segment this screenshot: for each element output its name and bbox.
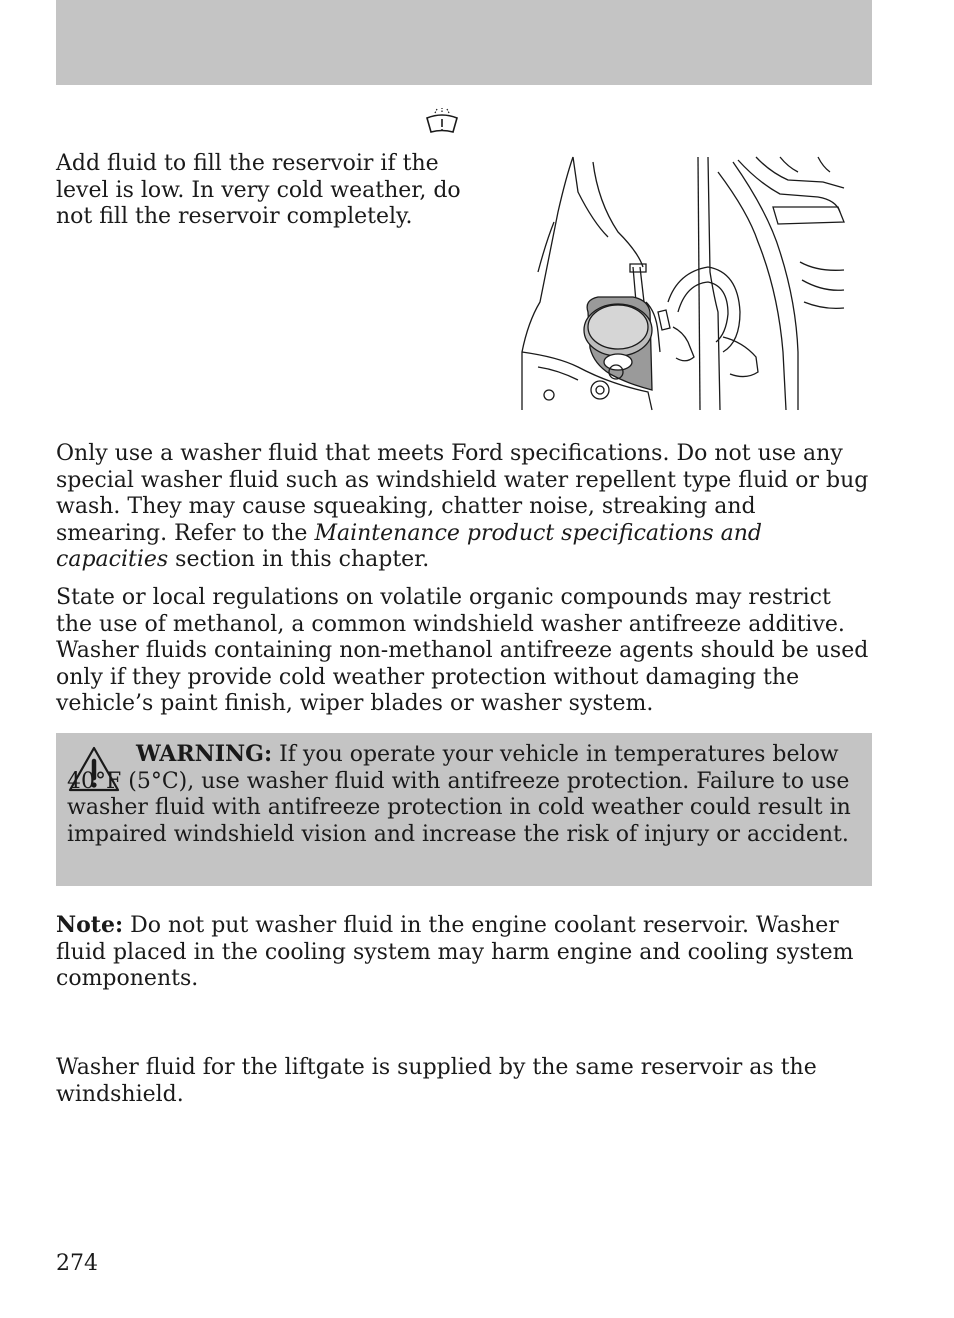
warning-text: [67, 741, 857, 848]
windshield-washer-icon: [424, 108, 460, 140]
intro-paragraph: Add fluid to fill the reservoir if the level is low. In very cold weather, do not fill the reservoir completely.: [56, 151, 461, 229]
warning-box: [56, 733, 872, 886]
washer-reservoir-illustration: [518, 152, 848, 414]
regulations-paragraph: State or local regulations on volatile organic compounds may restrict the use of methanol, a common windshield washer antifreeze additive. Washer fluids containing non-methanol antifreeze agents should be used only if they provide cold weather protection without damaging the vehicle’s paint finish, wiper blades or washer system.: [56, 585, 869, 716]
liftgate-paragraph: Washer fluid for the liftgate is supplied by the same reservoir as the windshield.: [56, 1055, 817, 1107]
warning-label: WARNING:: [136, 741, 273, 767]
maintenance-section-reference: Maintenance product specifications and capacities: [56, 520, 762, 572]
warning-body: If you operate your vehicle in temperatures below 40°F (5°C), use washer fluid with antifreeze protection. Failure to use washer fluid with antifreeze protection in cold weather could result in impaired windshield vision and increase the risk of injury or accident.: [67, 742, 851, 847]
note-body: Do not put washer fluid in the engine coolant reservoir. Washer fluid placed in the cooling system may harm engine and cooling system components.: [56, 913, 854, 991]
header-band: [56, 0, 872, 85]
note-paragraph: [56, 912, 872, 993]
spec-text-end: section in this chapter.: [168, 547, 430, 572]
note-label: Note:: [56, 912, 124, 938]
spec-text: Only use a washer fluid that meets Ford specifications. Do not use any special washer fluid such as windshield water repellent type fluid or bug wash. They may cause squeaking, chatter noise, streaking and smearing. Refer to the: [56, 441, 869, 546]
page-number: 274: [56, 1251, 98, 1276]
fluid-specification-paragraph: [56, 441, 872, 574]
